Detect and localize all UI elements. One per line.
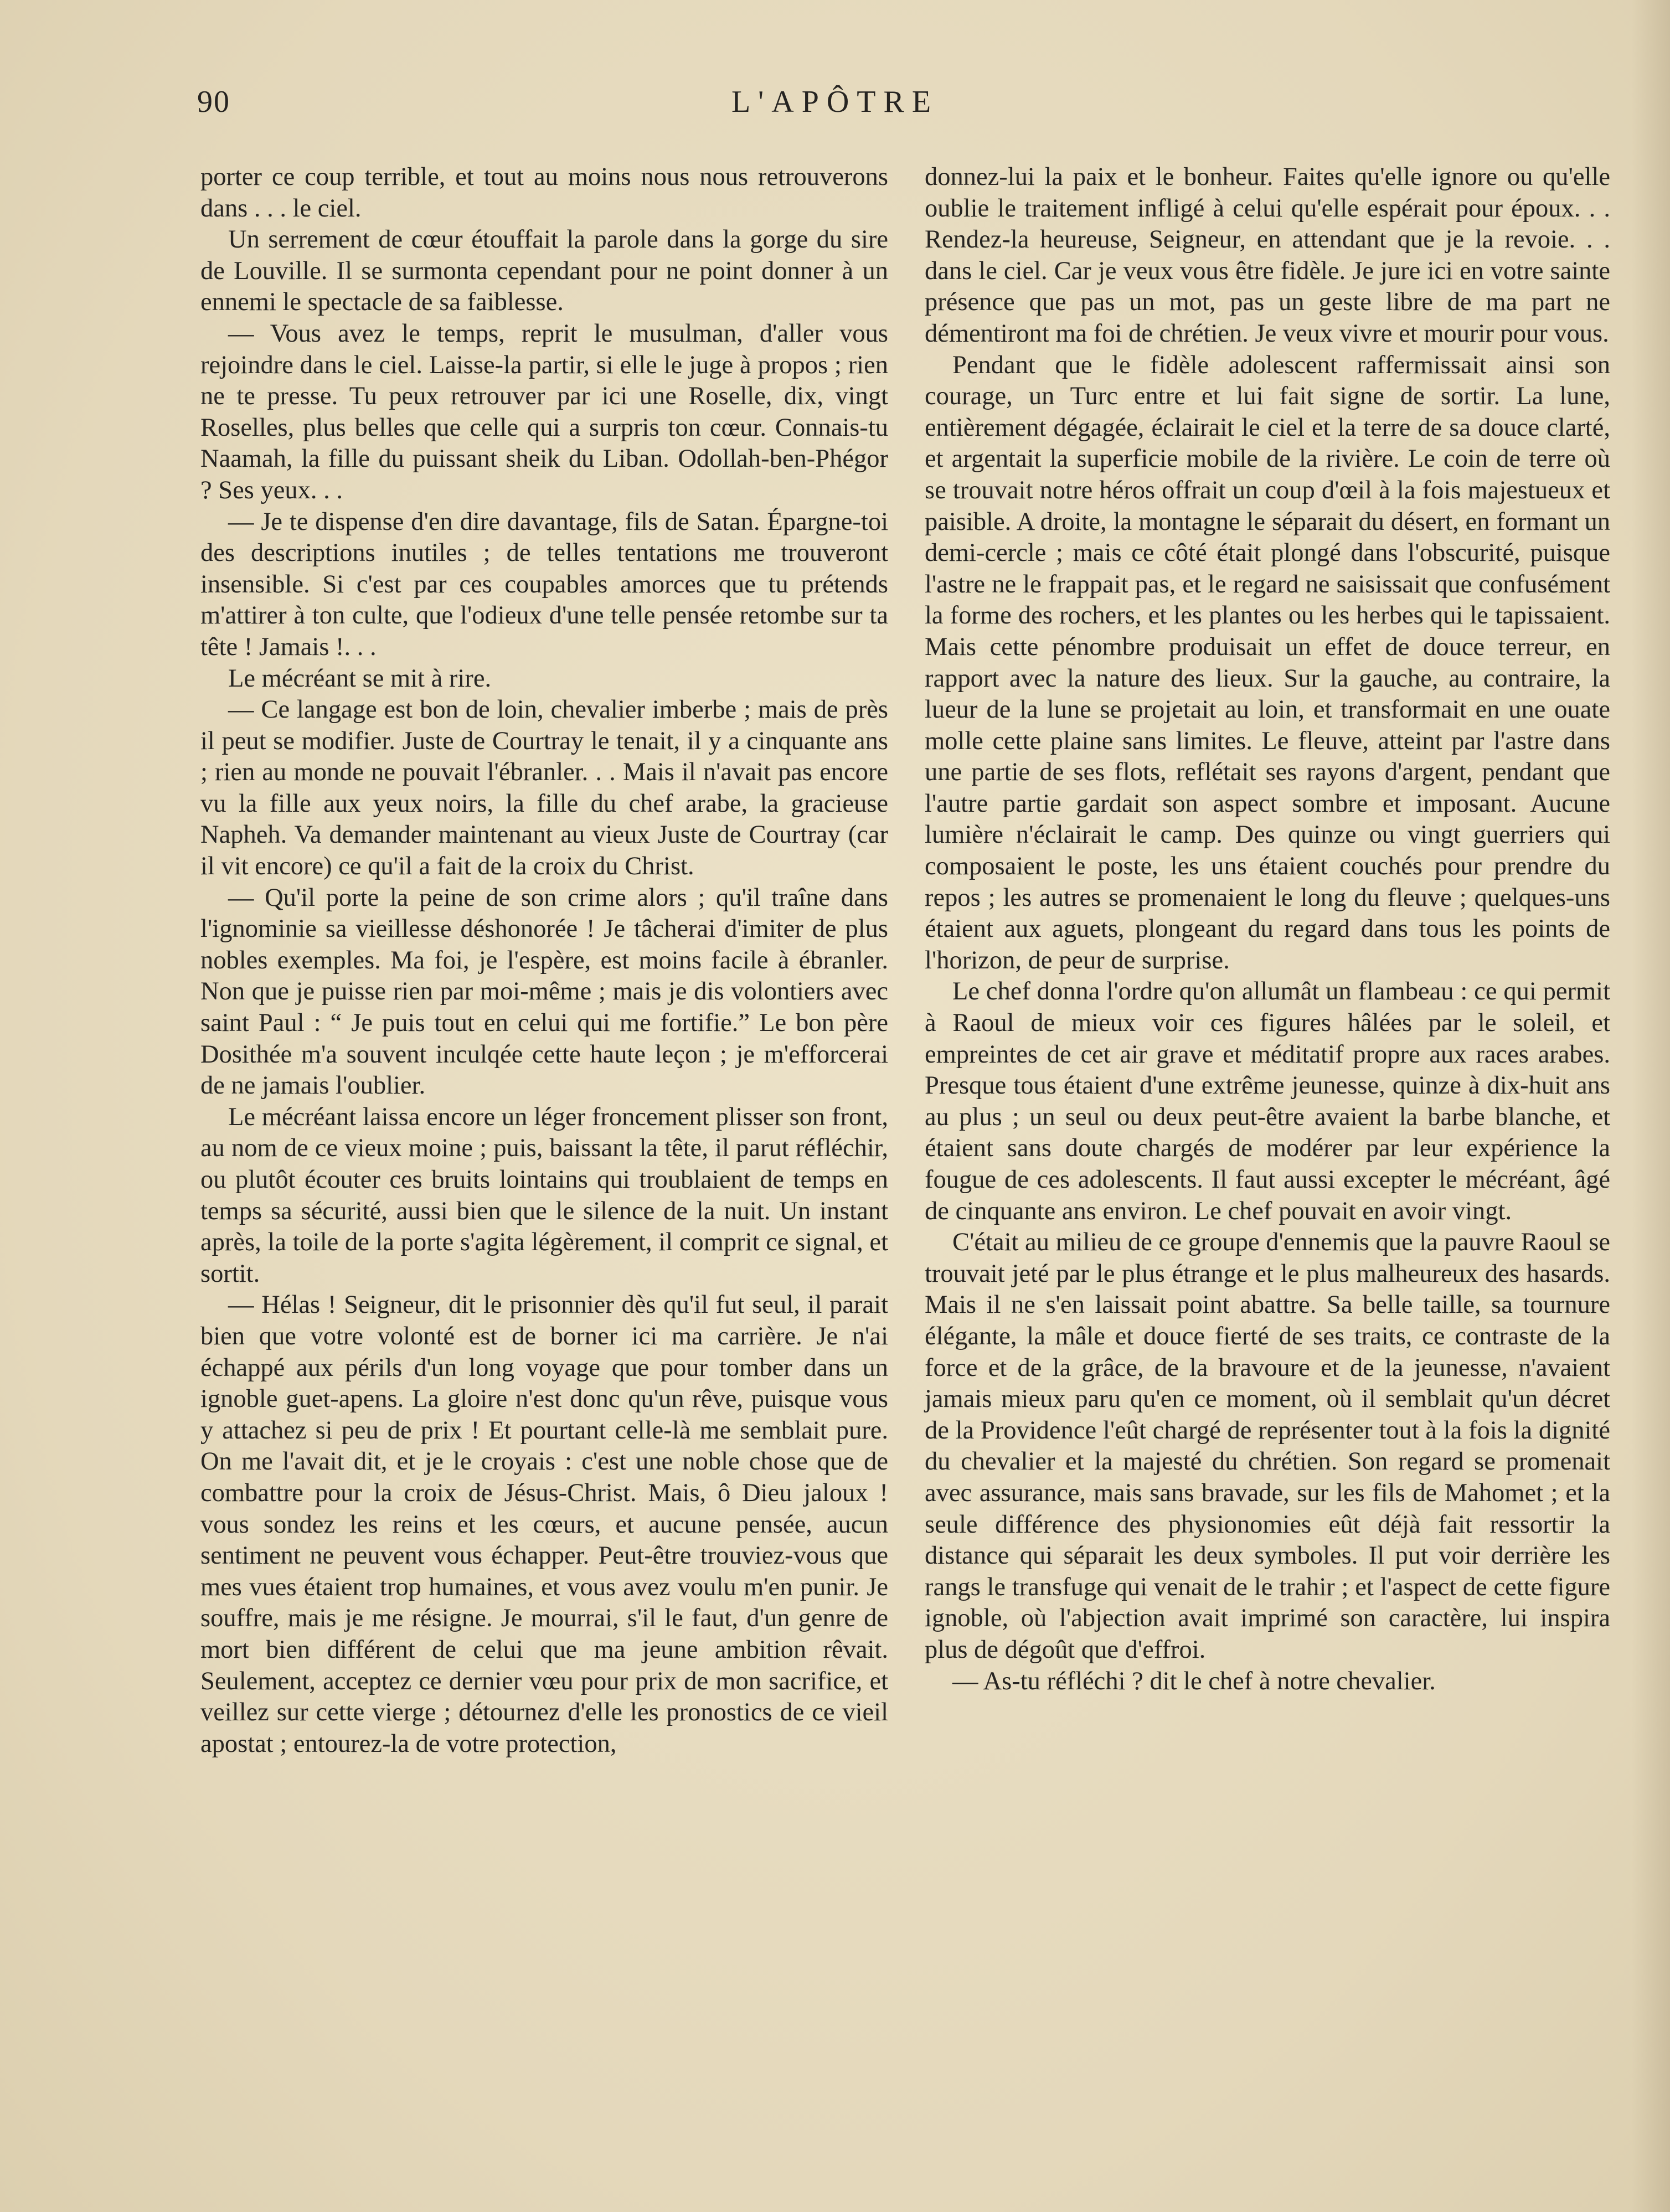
paragraph: Un serrement de cœur étouffait la parole dans la gorge du sire de Louville. Il se surmonta cependant pour ne point donner à un ennemi le spectacle de sa faiblesse.: [200, 225, 888, 317]
page-header: [0, 83, 1670, 133]
paragraph: Le mécréant laissa encore un léger froncement plisser son front, au nom de ce vieux moine ; puis, baissant la tête, il parut réfléchir, ou plutôt écouter ces bruits lointains qui troublaient de temps en temps sa sécurité, aussi bien que le silence de la nuit. Un instant après, la toile de la porte s'agita légèrement, il comprit ce signal, et sortit.: [200, 1102, 888, 1288]
paragraph: Le mécréant se mit à rire.: [228, 664, 492, 693]
left-column: [200, 162, 888, 1760]
paragraph: Le chef donna l'ordre qu'on allumât un flambeau : ce qui permit à Raoul de mieux voir ces figures hâlées par le soleil, et empreintes de cet air grave et méditatif propre aux races arabes. Presque tous étaient d'une extrême jeunesse, quinze à dix-huit ans au plus ; un seul ou deux peut-être avaient la barbe blanche, et étaient sans doute chargés de modérer par leur expérience la fougue de ces adolescents. Il faut aussi excepter le mécréant, âgé de cinquante ans environ. Le chef pouvait en avoir vingt.: [925, 977, 1610, 1225]
running-title: L'APÔTRE: [731, 85, 939, 119]
paragraph: — Je te dispense d'en dire davantage, fils de Satan. Épargne-toi des descriptions inutiles ; de telles tentations me trouveront insensible. Si c'est par ces coupables amorces que tu prétends m'attirer à ton culte, que l'odieux d'une telle pensée retombe sur ta tête ! Jamais !. . .: [200, 507, 888, 661]
paragraph: — Ce langage est bon de loin, chevalier imberbe ; mais de près il peut se modifier. Juste de Courtray le tenait, il y a cinquante ans ; rien au monde ne pouvait l'ébranler. . . Mais il n'avait pas encore vu la fille aux yeux noirs, la fille du chef arabe, la gracieuse Napheh. Va demander maintenant au vieux Juste de Courtray (car il vit encore) ce qu'il a fait de la croix du Christ.: [200, 695, 888, 881]
paragraph: C'était au milieu de ce groupe d'ennemis que la pauvre Raoul se trouvait jeté par le plus étrange et le plus malheureux des hasards. Mais il ne s'en laissait point abattre. Sa belle taille, sa tournure élégante, la mâle et douce fierté de ses traits, ce contraste de la force et de la grâce, de la bravoure et de la jeunesse, n'avaient jamais mieux paru qu'en ce moment, où il semblait qu'un décret de la Providence l'eût chargé de représenter tout à la fois la dignité du chevalier et la majesté du chrétien. Son regard se promenait avec assurance, mais sans bravade, sur les fils de Mahomet ; et la seule différence des physionomies eût déjà fait ressortir la distance qui séparait les deux symboles. Il put voir derrière les rangs le transfuge qui venait de le trahir ; et l'aspect de cette figure ignoble, où l'abjection avait imprimé son caractère, lui inspira plus de dégoût que d'effroi.: [925, 1228, 1610, 1664]
paragraph: Pendant que le fidèle adolescent raffermissait ainsi son courage, un Turc entre et lui fait signe de sortir. La lune, entièrement dégagée, éclairait le ciel et la terre de sa douce clarté, et argentait la superficie mobile de la rivière. Le coin de terre où se trouvait notre héros offrait un coup d'œil à la fois majestueux et paisible. A droite, la montagne le séparait du désert, en formant un demi-cercle ; mais ce côté était plongé dans l'obscurité, puisque l'astre ne le frappait pas, et le regard ne saisissait que confusément la forme des rochers, et les plantes ou les herbes qui le tapissaient. Mais cette pénombre produisait un effet de douce terreur, en rapport avec la nature des lieux. Sur la gauche, au contraire, la lueur de la lune se projetait au loin, et transformait en une ouate molle cette plaine sans limites. Le fleuve, atteint par l'astre dans une partie de ses flots, reflétait ses rayons d'argent, pendant que l'autre partie gardait son aspect sombre et imposant. Aucune lumière n'éclairait le camp. Des quinze ou vingt guerriers qui composaient le poste, les uns étaient couchés pour prendre du repos ; les autres se promenaient le long du fleuve ; quelques-uns étaient aux aguets, plongeant du regard dans tous les points de l'horizon, de peur de surprise.: [925, 350, 1610, 974]
paragraph: — Vous avez le temps, reprit le musulman, d'aller vous rejoindre dans le ciel. Laisse-la partir, si elle le juge à propos ; rien ne te presse. Tu peux retrouver par ici une Roselle, dix, vingt Roselles, plus belles que celle qui a surpris ton cœur. Connais-tu Naamah, la fille du puissant sheik du Liban. Odollah-ben-Phégor ? Ses yeux. . .: [200, 319, 888, 504]
paragraph: — As-tu réfléchi ? dit le chef à notre chevalier.: [952, 1667, 1436, 1695]
paragraph: donnez-lui la paix et le bonheur. Faites qu'elle ignore ou qu'elle oublie le traitement infligé à celui qu'elle espérait pour époux. . . Rendez-la heureuse, Seigneur, en attendant que je la revoie. . . dans le ciel. Car je veux vous être fidèle. Je jure ici en votre sainte présence que pas un mot, pas un geste libre de ma part ne démentiront ma foi de chrétien. Je veux vivre et mourir pour vous.: [925, 163, 1610, 348]
paragraph: — Hélas ! Seigneur, dit le prisonnier dès qu'il fut seul, il parait bien que votre volonté est de borner ici ma carrière. Je n'ai échappé aux périls d'un long voyage que pour tomber dans un ignoble guet-apens. La gloire n'est donc qu'un rêve, puisque vous y attachez si peu de prix ! Et pourtant celle-là me semblait pure. On me l'avait dit, et je le croyais : c'est une noble chose que de combattre pour la croix de Jésus-Christ. Mais, ô Dieu jaloux ! vous sondez les reins et les cœurs, et aucune pensée, aucun sentiment ne peuvent vous échapper. Peut-être trouviez-vous que mes vues étaient trop humaines, et vous avez voulu m'en punir. Je souffre, mais je me résigne. Je mourrai, s'il le faut, d'un genre de mort bien différent de celui que ma jeune ambition rêvait. Seulement, acceptez ce dernier vœu pour prix de mon sacrifice, et veillez sur cette vierge ; détournez d'elle les pronostics de ce vieil apostat ; entourez-la de votre protection,: [200, 1291, 888, 1758]
page-number: 90: [197, 85, 230, 119]
right-column: [925, 162, 1610, 1697]
page-edge-shadow: [1631, 0, 1670, 2212]
paragraph: — Qu'il porte la peine de son crime alors ; qu'il traîne dans l'ignominie sa vieillesse déshonorée ! Je tâcherai d'imiter de plus nobles exemples. Ma foi, je l'espère, est moins facile à ébranler. Non que je puisse rien par moi-même ; mais je dis volontiers avec saint Paul : “ Je puis tout en celui qui me fortifie.” Le bon père Dosithée m'a souvent inculqée cette haute leçon ; je m'efforcerai de ne jamais l'oublier.: [200, 883, 888, 1100]
paragraph: porter ce coup terrible, et tout au moins nous nous retrouverons dans . . . le ciel.: [200, 163, 888, 223]
